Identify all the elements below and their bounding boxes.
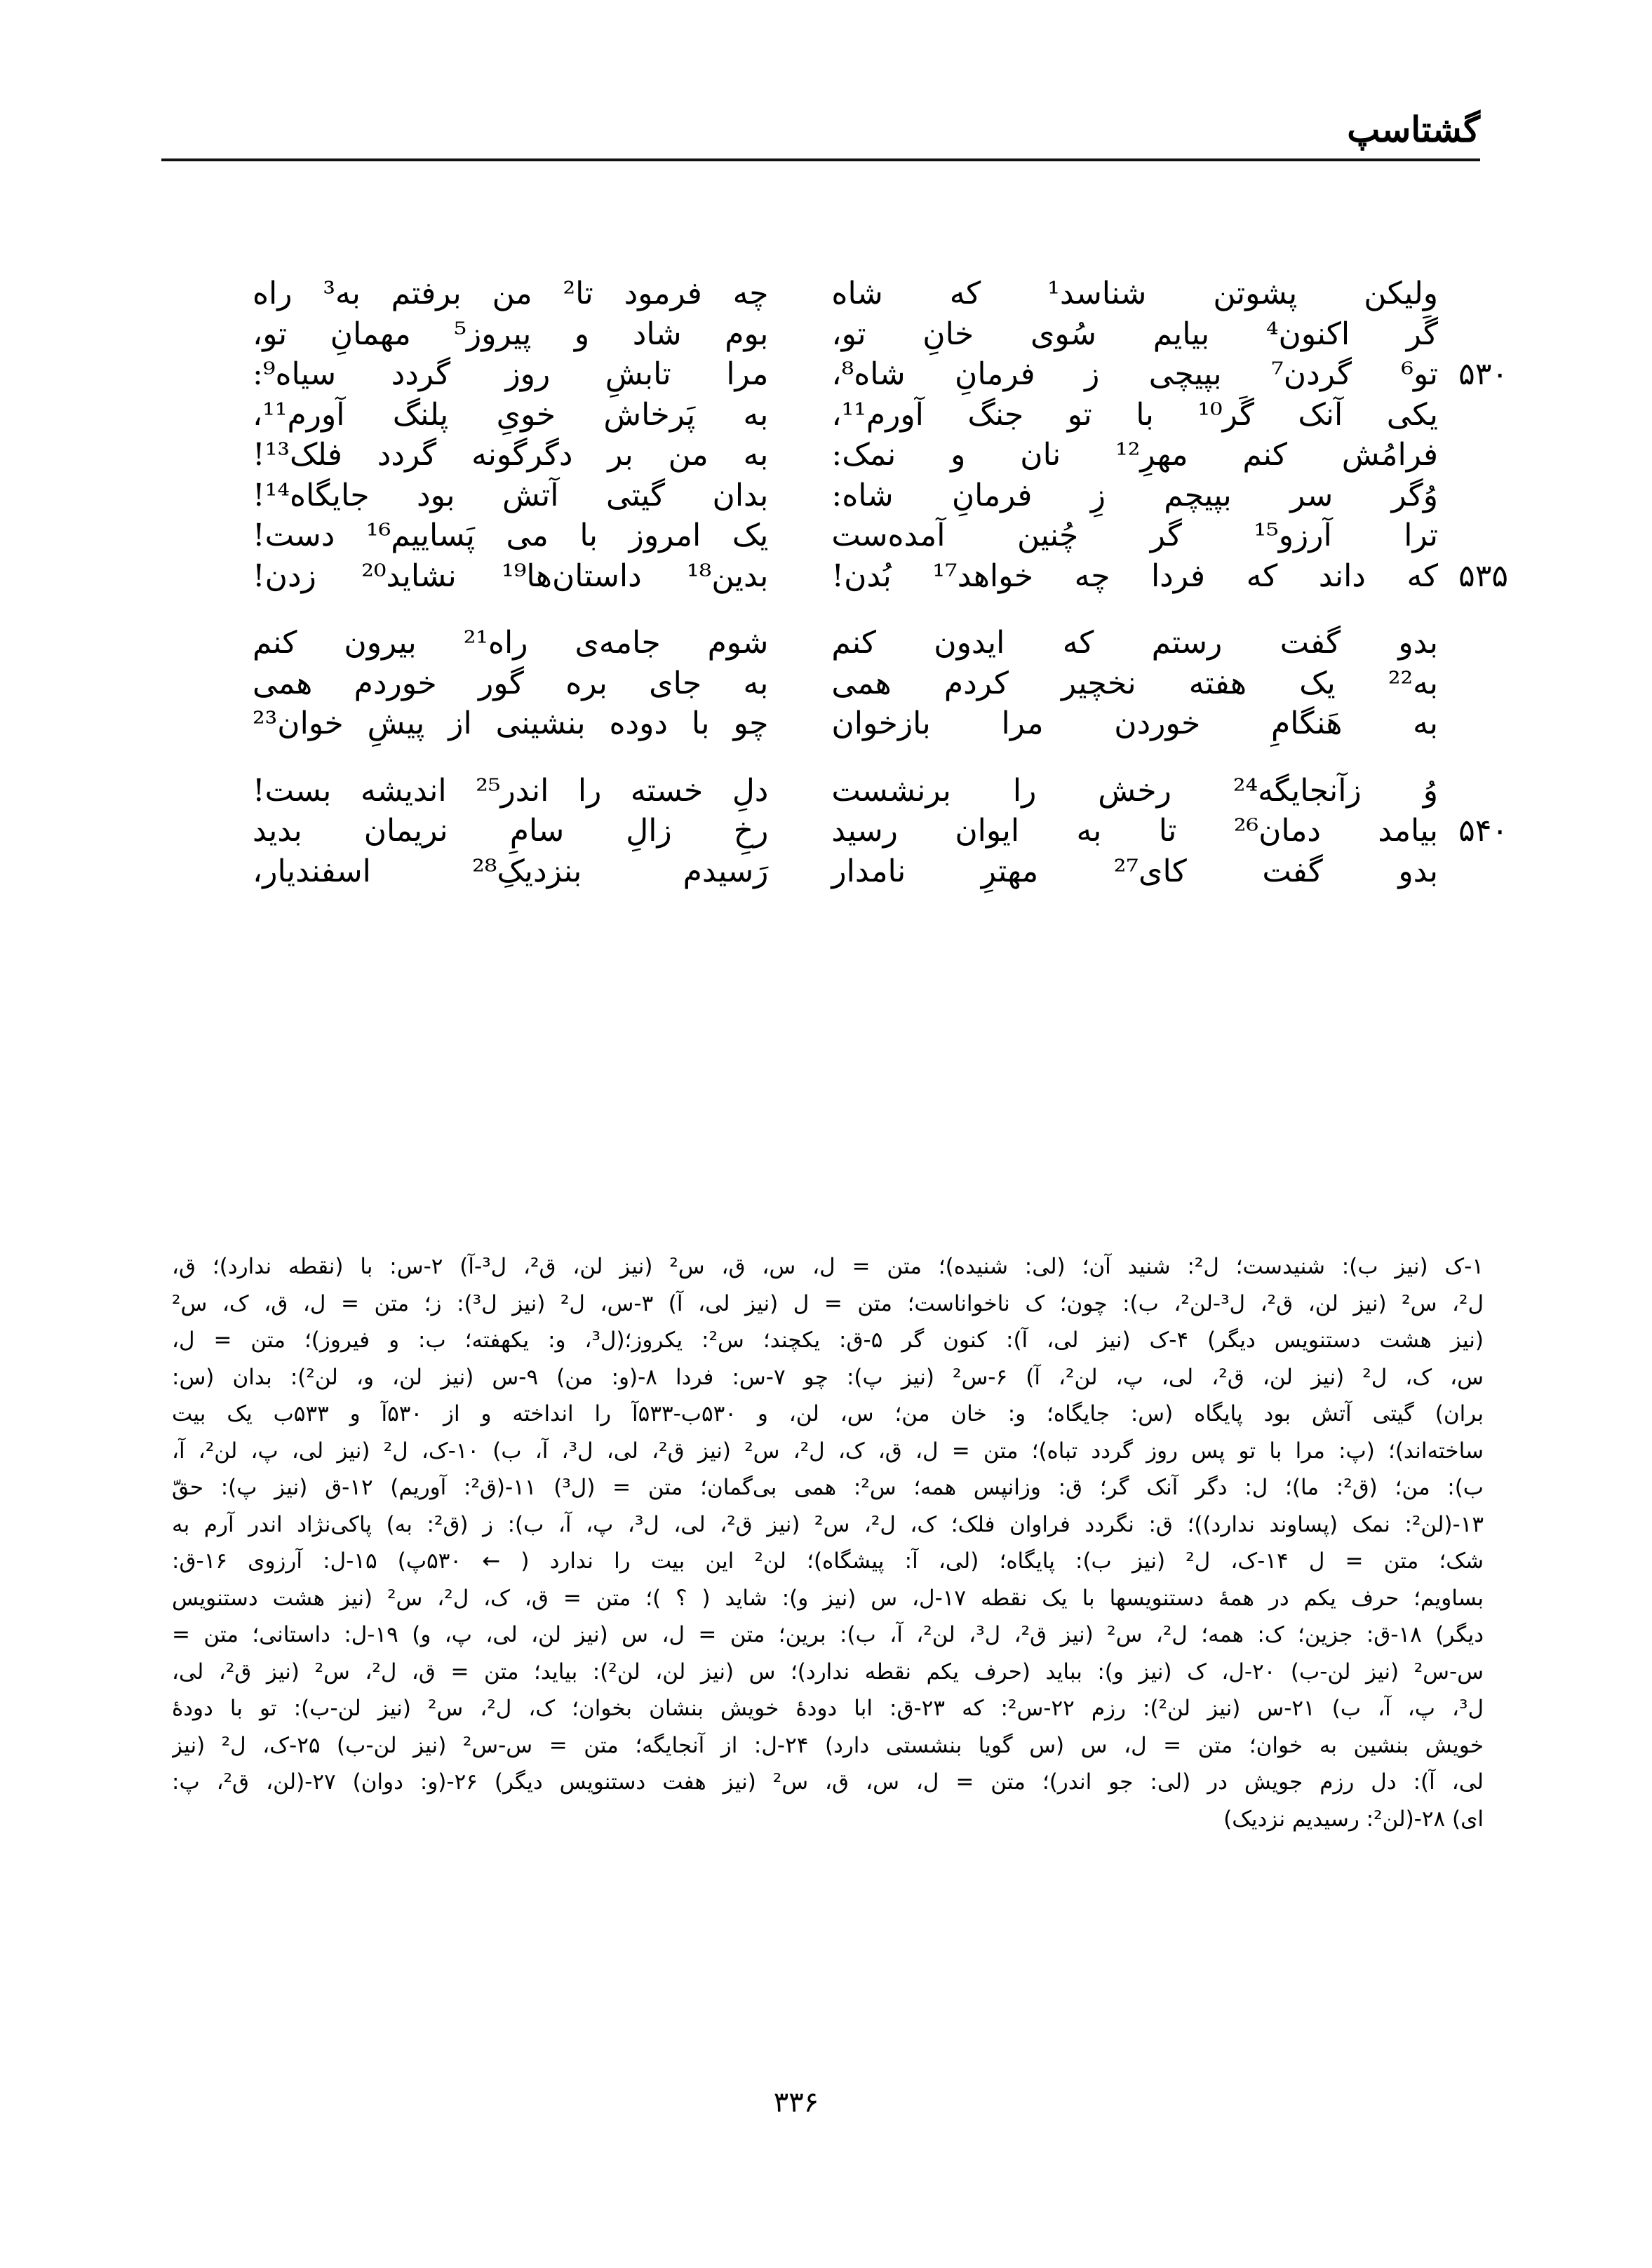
hemistich: چه فرمود تا² من برفتم به³ راه [253, 276, 769, 311]
hemistich: گَر اکنون⁴ بیایم سُوی خانِ تو، [831, 316, 1438, 352]
hemistich: به پَرخاش خویِ پلنگ آورم¹¹، [253, 396, 769, 433]
verse-number: ۵۳۰ [1458, 356, 1508, 392]
verse-number: ۵۴۰ [1458, 813, 1508, 849]
verse-line [253, 354, 768, 395]
footnote-line: ل³، پ، آ، ب) ۲۱-س (نیز لن²): رزم ۲۲-س²: که ۲۳-ق: ابا دودهٔ خویش بنشان بخوان؛ ک، ل²، س² (نیز لن-ب): تو با دودهٔ [172, 1696, 1484, 1721]
verse-line [253, 515, 768, 556]
verse-line [831, 811, 1508, 851]
footnote-line: س-س² (نیز لن-ب) ۲۰-ل، ک (نیز و): بباید (حرف یکم نقطه ندارد)؛ س (نیز لن، لن²): بیاید؛ متن = ق، ل²، س² (نیز ق²، لی، [172, 1659, 1484, 1685]
hemistich: یک امروز با می پَساییم¹⁶ دست! [253, 518, 769, 553]
hemistich: ترا آرزو¹⁵ گر چُنین آمده‌ست [831, 518, 1438, 553]
verse-number: ۵۳۵ [1458, 558, 1508, 594]
hemistich: ولیکن پشوتن شناسد¹ که شاه [831, 276, 1438, 311]
footnote-line: لی، آ): دل رزم جویش در (لی: جو اندر)؛ متن = ل، س، ق، س² (نیز هفت دستنویس دیگر) ۲۶-(و: دوان) ۲۷-(لن، ق²، پ: [172, 1769, 1484, 1795]
hemistich-column-second [253, 623, 768, 744]
verse-line [253, 435, 768, 475]
verse-line [253, 274, 768, 314]
verse-line [253, 851, 768, 892]
verse-line [831, 314, 1438, 355]
footnote-line: س، ک، ل² (نیز لن، ق²، لی، پ، لن²، آ) ۶-س² (نیز پ): چو ۷-س: فردا ۸-(و: من) ۹-س (نیز لن، و، لن²): بدان (س: [172, 1364, 1484, 1390]
hemistich: وُ زآنجایگه²⁴ رخش را برنشست [831, 772, 1438, 809]
hemistich-column-second [253, 274, 768, 596]
hemistich: بیامد دمان²⁶ تا به ایوان رسید [831, 813, 1438, 849]
footnote-line: خویش بنشین به خوان؛ متن = ل، س (س گویا بنشستی دارد) ۲۴-ل: از آنجایگه؛ متن = س-س² (نیز لن-ب) ۲۵-ک، ل² (نیز [172, 1732, 1484, 1758]
hemistich: بدان گیتی آتش بود جایگاه¹⁴! [253, 477, 769, 513]
footnote-line: ۱-ک (نیز ب): شنیدست؛ ل²: شنید آن؛ (لی: شنیده)؛ متن = ل، س، ق، س² (نیز لن، ق²، ل³-آ) ۲-س: با (نقطه ندارد)؛ ق، [172, 1254, 1484, 1279]
hemistich: به هَنگامِ خوردن مرا بازخوان [831, 706, 1438, 741]
verse-line [831, 475, 1438, 516]
running-title: گشتاسپ [1347, 109, 1480, 150]
verse-line [253, 314, 768, 355]
stanza [253, 623, 1508, 744]
hemistich: شوم جامه‌ی راه²¹ بیرون کنم [253, 625, 769, 661]
hemistich: دلِ خسته را اندر²⁵ اندیشه بست! [253, 772, 769, 809]
verse-line [831, 435, 1438, 475]
hemistich: به من بر دگرگونه گردد فلک¹³! [253, 437, 769, 473]
hemistich: بدو گفت کای²⁷ مهترِ نامدار [831, 853, 1438, 889]
hemistich: رَسیدم بنزدیکِ²⁸ اسفندیار، [253, 853, 769, 889]
hemistich: رخِ زالِ سامِ نریمان بدید [253, 813, 769, 849]
critical-apparatus-footnotes [172, 1248, 1484, 1837]
verse-line [253, 395, 768, 436]
verse-line [831, 515, 1438, 556]
verse-line [831, 623, 1438, 663]
page-number: ۳۳۶ [773, 2086, 819, 2119]
hemistich: به جای بره گور خوردم همی [253, 665, 769, 701]
footnote-line: ساخته‌اند)؛ (پ: مرا با تو پس روز گردد تباه)؛ متن = ل، ق، ک، ل²، س² (نیز ق²، لی، ل³، آ، ب) ۱۰-ک، ل² (نیز لی، پ، لن²، آ، [172, 1438, 1484, 1464]
hemistich: که داند که فردا چه خواهد¹⁷ بُدن! [831, 558, 1438, 594]
verse-line [831, 663, 1438, 704]
verse-line [831, 851, 1438, 892]
verse-line [253, 771, 768, 811]
hemistich-column-second [253, 771, 768, 892]
verse-line [253, 475, 768, 516]
hemistich-column-first [831, 623, 1438, 744]
footnote-line: شک؛ متن = ل ۱۴-ک، ل² (نیز ب): پایگاه؛ (لی، آ: پیشگاه)؛ لن² این بیت را ندارد ( ← ۵۳۰پ) ۱۵-ل: آرزوی ۱۶-ق: [172, 1548, 1484, 1574]
verse-line [253, 663, 768, 704]
hemistich: مرا تابشِ روز گردد سیاه⁹: [253, 356, 769, 392]
hemistich: به²² یک هفته نخچیر کردم همی [831, 665, 1438, 701]
verse-line [253, 703, 768, 744]
hemistich: بدو گفت رستم که ایدون کنم [831, 625, 1438, 661]
verse-line [253, 556, 768, 597]
verse-line [831, 395, 1438, 436]
poem-body [253, 274, 1508, 918]
verse-line [253, 623, 768, 663]
hemistich: تو⁶ گردن⁷ بپیچی ز فرمانِ شاه⁸، [831, 356, 1438, 392]
hemistich: فرامُش کنم مهرِ¹² نان و نمک: [831, 437, 1439, 473]
footnote-line: بران) گیتی آتش بود پایگاه (س: جایگاه؛ و: خان من؛ س، لن، و ۵۳۰ب-۵۳۳آ را انداخته و از ۵۳۰آ و ۵۳۳ب یک بیت [172, 1401, 1484, 1426]
hemistich-column-first [831, 771, 1508, 892]
stanza [253, 771, 1508, 892]
footnote-line: (نیز هشت دستنویس دیگر) ۴-ک (نیز لی، آ): کنون گر ۵-ق: یکچند؛ س²: یکروز؛(ل³، و: یکهفته؛ ب: و فیروز)؛ متن = ل، [172, 1328, 1484, 1353]
hemistich-column-first [831, 274, 1508, 596]
hemistich: یکی آنک گَر¹⁰ با تو جنگ آورم¹¹، [831, 396, 1438, 433]
verse-line [831, 354, 1508, 395]
footnote-line: ۱۳-(لن²: نمک (پساوند ندارد))؛ ق: نگردد فراوان فلک؛ ک، ل²، س² (نیز ق²، لی، ل³، پ، آ، ب): ز (ق²: به) پاکی‌نژاد اندر آرم به [172, 1511, 1484, 1537]
hemistich: بدین¹⁸ داستان‌ها¹⁹ نشاید²⁰ زدن! [253, 558, 769, 594]
stanza [253, 274, 1508, 596]
hemistich: بوم شاد و پیروز⁵ مهمانِ تو، [253, 316, 769, 352]
verse-line [831, 274, 1438, 314]
footnote-line: دیگر) ۱۸-ق: جزین؛ ک: همه؛ ل²، س² (نیز ق²، ل³، لن²، آ، ب): برین؛ متن = ل، س (نیز لن، لی، پ، و) ۱۹-ل: داستانی؛ متن = [172, 1622, 1484, 1647]
verse-line [831, 556, 1508, 597]
verse-line [831, 771, 1438, 811]
footnote-line: ل²، س² (نیز لن، ق²، ل³-لن²، ب): چون؛ ک ناخواناست؛ متن = ل (نیز لی، آ) ۳-س، ل² (نیز ل³): ز؛ متن = ل، ق، ک، س² [172, 1290, 1484, 1316]
hemistich: چو با دوده بنشینی از پیشِ خوان²³ [253, 706, 769, 741]
footnote-line: ای) ۲۸-(لن²: رسیدیم نزدیک) [1223, 1806, 1484, 1832]
footnote-line: بساویم؛ حرف یکم در همهٔ دستنویسها با یک نقطه ۱۷-ل، س (نیز و): شاید ( ؟ )؛ متن = ق، ک، ل²، س² (نیز هشت دستنویس [172, 1585, 1484, 1611]
footnote-line: ب): من؛ (ق²: ما)؛ ل: دگر آنک گر؛ ق: وزانپس همه؛ س²: همی بی‌گمان؛ متن = (ل³) ۱۱-(ق²: آوریم) ۱۲-ق (نیز پ): حقّ [172, 1475, 1484, 1500]
verse-line [253, 811, 768, 851]
header-rule [161, 158, 1480, 161]
hemistich: وُگر سر بپیچم زِ فرمانِ شاه: [831, 477, 1438, 513]
verse-line [831, 703, 1438, 744]
page-header [161, 0, 1480, 161]
